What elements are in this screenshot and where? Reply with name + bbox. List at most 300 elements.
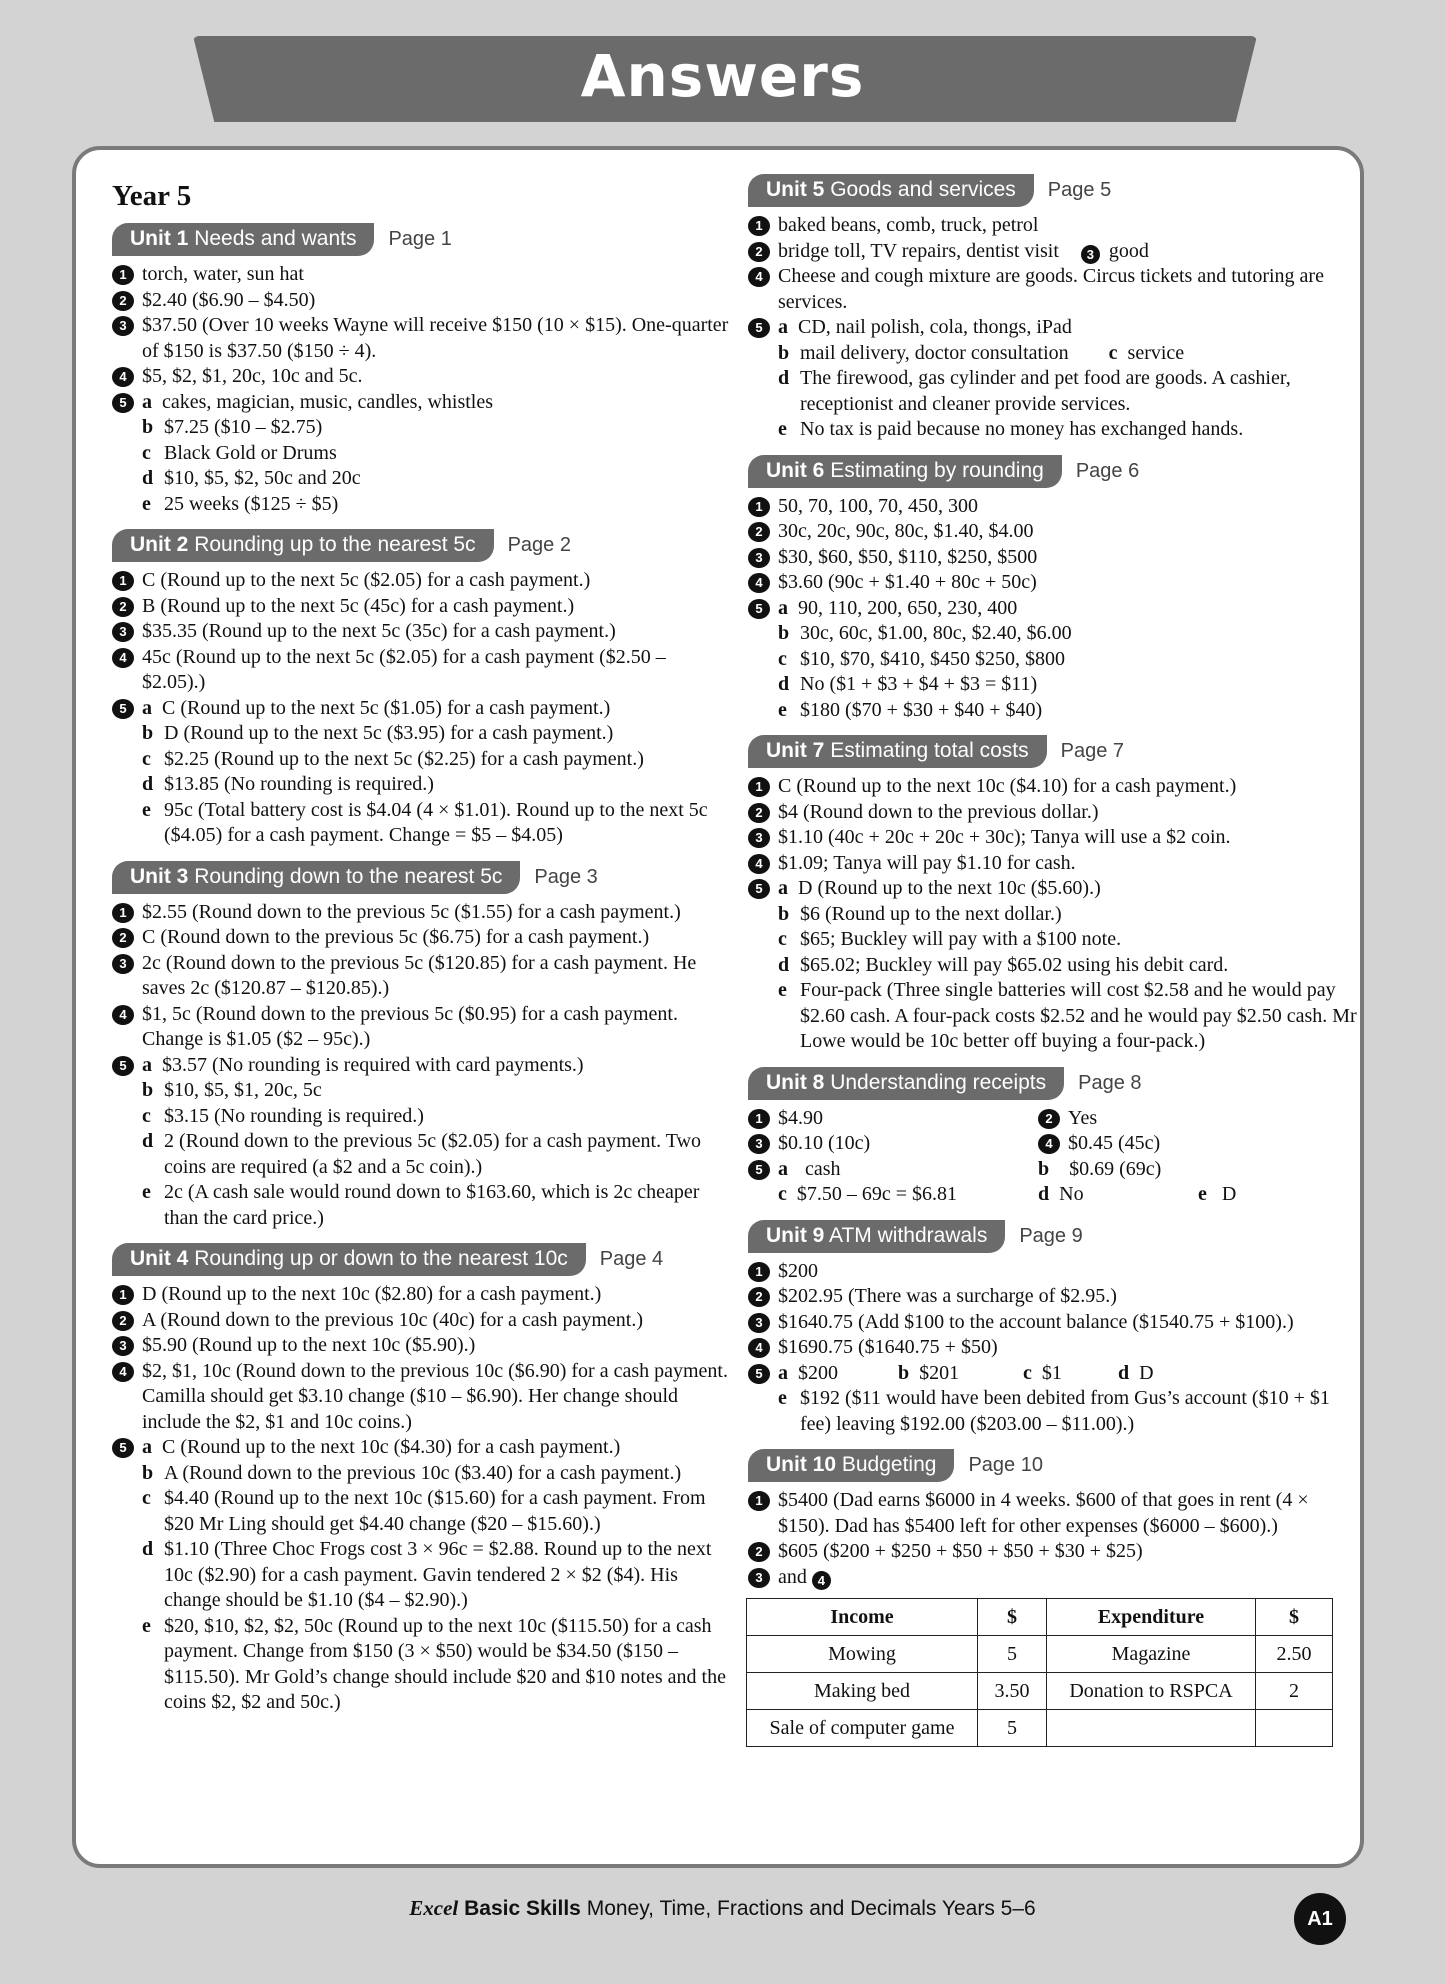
and-text: and [778,1565,807,1588]
sub-letter: a [142,1053,152,1076]
answer-text: $2, $1, 10c (Round down to the previous 10c ($6.90) for a cash payment. Camilla should get $3.10 change ($10 – $6.90). Her change should include the $2, $1 and 10c coins.) [142,1359,728,1433]
unit-page-ref: Page 7 [1060,740,1124,762]
answer-text: 2c (Round down to the previous 5c ($120.85) for a cash payment. He saves 2c ($120.87 – $120.85).) [142,951,697,999]
question-1 [112,262,732,288]
question-number-1: 1 [112,265,134,285]
question-number-2: 2 [748,1542,770,1562]
sub-letter: d [778,367,790,389]
question-number-1: 1 [748,1491,770,1511]
unit-header [748,735,1358,768]
sub-answer-5a [778,876,1358,902]
unit-page-ref: Page 6 [1075,459,1140,482]
answer-text: $4 (Round down to the previous dollar.) [778,800,1099,823]
unit-pill [748,735,1047,768]
question-4 [748,1335,1358,1361]
answer-text: $1.10 (40c + 20c + 20c + 30c); Tanya will use a $2 coin. [778,826,1231,848]
unit-name: ATM withdrawals [829,1223,988,1247]
unit-page-ref: Page 1 [388,228,452,250]
unit-pill [748,455,1062,488]
year-heading: Year 5 [112,180,192,212]
answer-text: $1, 5c (Round down to the previous 5c ($0.95) for a cash payment. Change is $1.05 ($2 – 95c).) [142,1002,678,1050]
answer-text: $30, $60, $50, $110, $250, $500 [778,545,1038,568]
sub-letter: c [142,747,151,770]
answer-text-5e: $192 ($11 would have been debited from Gus’s account ($10 + $1 fee) leaving $192.00 ($203.00 – $11.00).) [800,1387,1330,1435]
sub-letter: e [142,1614,151,1637]
answer-text-5a: CD, nail polish, cola, thongs, iPad [798,316,1072,338]
sub-letter: c [778,647,787,670]
answer-text: $180 ($70 + $30 + $40 + $40) [800,698,1043,721]
question-number-3: 3 [748,1568,770,1588]
question-number-5: 5 [748,1160,770,1180]
budget-table-body [747,1636,1333,1747]
answer-text-5a: cash [805,1157,841,1180]
answer-text: $1.10 (Three Choc Frogs cost 3 × 96c = $2.88. Round up to the next 10c ($2.90) for a cash payment. Gavin tendered 2 × $2 ($4). His change should be $1.10 ($4 – $2.90).) [164,1538,712,1611]
question-2 [748,800,1358,826]
answer-text: Four-pack (Three single batteries will cost $2.58 and he would pay $2.60 cash. A four-pack costs $2.52 and he would pay $2.50 cash. Mr Lowe would be 10c better off buying a four-pack.) [800,979,1357,1052]
sub-answer-5e [112,492,732,518]
unit-number: Unit 10 [766,1453,837,1476]
sub-answer-5c [112,1486,732,1537]
question-3 [748,545,1358,571]
question-number-5: 5 [748,599,770,619]
question-2 [748,239,1358,265]
answer-text: $10, $70, $410, $450 $250, $800 [800,647,1065,670]
question-number-3: 3 [112,1336,134,1356]
unit-10-header [748,1449,1358,1482]
question-number-1: 1 [748,1109,770,1129]
question-5 [748,596,1358,622]
answer-text-5b: $0.69 (69c) [1069,1157,1162,1180]
unit-number: Unit 9 [766,1223,825,1247]
answer-text: Black Gold or Drums [164,441,337,464]
answer-text: $3.57 (No rounding is required with card payments.) [162,1053,584,1076]
footer-brand: Excel [409,1896,459,1920]
sub-letter: a [142,390,152,413]
left-column [112,150,732,1728]
question-number-4: 4 [112,1005,134,1025]
question-number-1: 1 [112,1285,134,1305]
question-number-4: 4 [812,1571,831,1590]
question-2 [112,925,732,951]
question-2 [748,1539,1358,1565]
answer-text: baked beans, comb, truck, petrol [778,214,1039,236]
sub-letter: b [142,722,154,744]
question-number-3: 3 [112,622,134,642]
answer-text: 2 (Round down to the previous 5c ($2.05) for a cash payment. Two coins are required (a $2 and a 5c coin).) [164,1130,702,1178]
sub-answer-5a [142,390,732,416]
unit-8-row-2 [748,1131,1358,1157]
unit-9-header [748,1220,1358,1253]
answer-text-5a: $200 [798,1361,838,1384]
answer-text: 25 weeks ($125 ÷ $5) [164,492,339,515]
answer-text: $200 [778,1259,818,1282]
question-4 [748,851,1358,877]
sub-answer-5d [112,1537,732,1614]
answer-text: 95c (Total battery cost is $4.04 (4 × $1.01). Round up to the next 5c ($4.05) for a cash payment. Change = $5 – $4.05) [164,798,708,846]
question-number-5: 5 [112,1056,134,1076]
unit-3 [112,861,732,1232]
budget-cell: 3.50 [978,1673,1047,1710]
sub-answer-5c [112,747,732,773]
sub-letter: a [778,316,788,338]
question-4 [112,1359,732,1436]
question-number-5: 5 [748,1364,770,1384]
question-number-4: 4 [748,267,770,287]
sub-answer-5b [112,415,732,441]
sub-answer-5c [112,1104,732,1130]
sub-answer-5c [112,441,732,467]
sub-letter: d [778,953,790,976]
sub-answer-5a [142,1435,732,1461]
footer-title: Money, Time, Fractions and Decimals Years 5–6 [586,1897,1036,1920]
unit-page-ref: Page 3 [534,865,598,888]
question-number-3: 3 [748,548,770,568]
answer-text-5d: No [1059,1183,1084,1205]
answer-text: torch, water, sun hat [142,263,304,285]
question-number-5: 5 [112,1438,134,1458]
unit-name: Estimating by rounding [830,458,1044,482]
sub-letter: d [142,773,154,795]
question-5 [112,696,732,722]
sub-letter: a [778,596,788,619]
budget-cell: 5 [978,1636,1047,1673]
footer [0,1896,1445,1921]
unit-7 [748,735,1358,1055]
sub-letter: d [778,673,790,695]
answer-text: C (Round up to the next 10c ($4.10) for a cash payment.) [778,775,1237,797]
budget-cell: Making bed [747,1673,978,1710]
unit-name: Understanding receipts [830,1070,1047,1094]
question-1 [112,568,732,594]
left-units [112,223,732,1716]
question-1 [748,1488,1358,1539]
question-4 [112,364,732,390]
answer-text: A (Round down to the previous 10c (40c) for a cash payment.) [142,1308,643,1331]
question-number-4: 4 [748,573,770,593]
answer-text: $4.40 (Round up to the next 10c ($15.60) for a cash payment. From $20 Mr Ling should get $4.40 change ($20 – $15.60).) [164,1487,706,1535]
answer-text: $2.40 ($6.90 – $4.50) [142,288,316,311]
question-3 [112,1333,732,1359]
unit-number: Unit 4 [130,1247,189,1270]
unit-pill [112,223,374,256]
unit-8 [748,1067,1358,1208]
footer-series: Basic Skills [464,1897,581,1920]
answer-text: 90, 110, 200, 650, 230, 400 [798,596,1018,619]
sub-letter: b [778,902,790,925]
unit-page-ref: Page 9 [1019,1224,1083,1247]
answer-text-5d: D [1139,1361,1154,1384]
question-number-4: 4 [748,854,770,874]
sub-answer-5e [112,1180,732,1231]
question-2 [748,519,1358,545]
sub-letter: d [1038,1183,1050,1205]
sub-letter: e [778,1387,787,1409]
question-3 [112,313,732,364]
sub-letter: e [778,698,787,721]
sub-letter: c [142,1487,151,1509]
sub-answer-5e [748,1386,1358,1437]
question-number-3: 3 [748,1134,770,1154]
sub-answer-5b [112,1078,732,1104]
answer-text: $5, $2, $1, 20c, 10c and 5c. [142,365,363,387]
answer-text: 50, 70, 100, 70, 450, 300 [778,494,978,517]
answer-text-5e: No tax is paid because no money has exchanged hands. [800,418,1244,440]
sub-letter: c [778,928,787,950]
sub-letter: e [778,418,787,440]
answer-text: $605 ($200 + $250 + $50 + $50 + $30 + $25) [778,1540,1143,1562]
answer-text: $1640.75 (Add $100 to the account balance ($1540.75 + $100).) [778,1310,1294,1333]
sub-answer-5e [112,1614,732,1716]
answer-text: cakes, magician, music, candles, whistles [162,390,494,413]
unit-header [748,455,1358,488]
answer-text-1: $4.90 [778,1106,823,1129]
question-3 [748,1310,1358,1336]
page-title: Answers [580,42,865,110]
header-income: Income [747,1599,978,1636]
budget-table-header-row [747,1599,1333,1636]
question-number-5: 5 [748,318,770,338]
budget-cell: Magazine [1047,1636,1256,1673]
sub-answer-5c [748,647,1358,673]
question-number-4: 4 [1038,1134,1060,1154]
unit-number: Unit 3 [130,864,189,888]
sub-answer-5e [748,698,1358,724]
answer-text: 2c (A cash sale would round down to $163.60, which is 2c cheaper than the card price.) [164,1181,700,1229]
unit-header [112,529,732,562]
answer-text-5c: $7.50 – 69c = $6.81 [796,1183,958,1205]
sub-answer-5a [778,596,1358,622]
question-number-4: 4 [112,1362,134,1382]
question-5 [112,1053,732,1079]
answer-text-2: Yes [1068,1106,1098,1129]
sub-letter: c [142,1104,151,1127]
sub-answer-5e [748,978,1358,1055]
sub-letter: b [142,1079,154,1101]
answer-text-5b: $201 [919,1361,960,1384]
question-number-4: 4 [112,648,134,668]
header-dollar-1: $ [978,1599,1047,1636]
answer-text-3: $0.10 (10c) [778,1132,871,1154]
unit-number: Unit 2 [130,533,189,556]
unit-number: Unit 8 [766,1070,825,1094]
header-expenditure: Expenditure [1047,1599,1256,1636]
answer-text: No ($1 + $3 + $4 + $3 = $11) [800,673,1038,695]
answer-text: C (Round down to the previous 5c ($6.75) for a cash payment.) [142,926,650,948]
sub-letter: b [778,341,790,364]
sub-answer-5c [748,927,1358,953]
answer-text: $5400 (Dad earns $6000 in 4 weeks. $600 of that goes in rent (4 × $150). Dad has $5400 left for other expenses ($6000 – $600).) [778,1489,1309,1537]
unit-10 [748,1449,1358,1747]
unit-name: Estimating total costs [830,739,1029,762]
unit-8-row-1 [748,1106,1358,1132]
sub-letter: e [778,979,787,1001]
question-1 [748,774,1358,800]
question-2 [112,594,732,620]
sub-answer-5d [748,953,1358,979]
sub-letter: c [1108,341,1118,364]
answer-text: $37.50 (Over 10 weeks Wayne will receive $150 (10 × $15). One-quarter of $150 is $37.50 ($150 ÷ 4). [142,314,729,362]
question-number-1: 1 [112,903,134,923]
budget-table-row [747,1710,1333,1747]
budget-cell: 2 [1256,1673,1333,1710]
sub-letter: d [1118,1361,1130,1384]
answer-text: $10, $5, $1, 20c, 5c [164,1079,322,1101]
question-number-2: 2 [112,597,134,617]
sub-letter: d [142,467,154,489]
sub-answer-5d [112,466,732,492]
sub-letter: a [142,1436,152,1458]
unit-name: Rounding up to the nearest 5c [194,533,476,556]
unit-header [112,1243,732,1276]
unit-pill [112,1243,586,1276]
budget-cell: Donation to RSPCA [1047,1673,1256,1710]
budget-cell: Sale of computer game [747,1710,978,1747]
sub-letter: b [142,416,154,438]
sub-letter: d [142,1538,154,1560]
sub-letter: b [142,1461,154,1484]
sub-answer-5d [112,772,732,798]
right-column [748,150,1358,1759]
sub-letter: d [142,1130,154,1152]
question-number-2: 2 [748,242,770,262]
unit-name: Rounding down to the nearest 5c [194,864,503,888]
question-number-5: 5 [748,879,770,899]
unit-header [112,223,732,256]
question-5 [748,876,1358,902]
answer-text: $3.60 (90c + $1.40 + 80c + 50c) [778,571,1037,593]
question-5 [112,390,732,416]
question-number-2: 2 [112,291,134,311]
answer-text: $20, $10, $2, $2, 50c (Round up to the next 10c ($115.50) for a cash payment. Change from $150 (3 × $50) would be $34.50 ($150 – $115.50). Mr Gold’s change should include $20 and $10 notes and the coins $2, $2 and 50c.) [164,1614,726,1713]
answer-text: Cheese and cough mixture are goods. Circus tickets and tutoring are services. [778,265,1324,313]
question-3 [112,951,732,1002]
question-number-2: 2 [112,928,134,948]
unit-page-ref: Page 8 [1078,1071,1142,1094]
sub-answer-5a [142,1053,732,1079]
unit-5-header [748,174,1358,207]
unit-number: Unit 6 [766,458,825,482]
question-2 [748,1284,1358,1310]
sub-letter: c [142,441,151,464]
budget-cell: 2.50 [1256,1636,1333,1673]
sub-letter: a [778,877,788,899]
answer-text: B (Round up to the next 5c (45c) for a cash payment.) [142,594,575,617]
unit-name: Budgeting [841,1453,937,1476]
budget-table-row [747,1636,1333,1673]
question-1 [748,213,1358,239]
answer-text-5d: The firewood, gas cylinder and pet food are goods. A cashier, receptionist and cleaner provide services. [800,367,1291,415]
sub-letter: b [778,622,790,644]
unit-8-row-4 [748,1182,1358,1208]
answer-text: D (Round up to the next 5c ($3.95) for a cash payment.) [164,722,614,744]
sub-answer-5e [748,417,1358,443]
page-number-badge: A1 [1294,1893,1346,1945]
unit-9 [748,1220,1358,1438]
question-number-5: 5 [112,699,134,719]
question-number-2: 2 [1038,1109,1060,1129]
answer-text-q3: good [1108,239,1149,262]
answer-text: C (Round up to the next 5c ($1.05) for a cash payment.) [162,696,611,719]
question-4 [748,570,1358,596]
sub-letter: a [778,1361,788,1384]
sub-answer-5d [112,1129,732,1180]
answer-text: $13.85 (No rounding is required.) [164,773,434,795]
sub-answer-5d [748,366,1358,417]
answer-text: $3.15 (No rounding is required.) [164,1104,424,1127]
question-3-4 [748,1565,1358,1591]
unit-5-pill [748,174,1034,207]
question-1 [748,1259,1358,1285]
sub-letter: c [1023,1361,1032,1384]
answer-text: $202.95 (There was a surcharge of $2.95.) [778,1285,1117,1307]
answer-text-q2: bridge toll, TV repairs, dentist visit [778,239,1059,262]
answer-text-5e: D [1221,1183,1237,1205]
answer-text: $1690.75 ($1640.75 + $50) [778,1336,998,1358]
answer-text: $6 (Round up to the next dollar.) [800,902,1062,925]
unit-pill [112,529,494,562]
question-2 [112,288,732,314]
sub-letter: b [898,1361,910,1384]
question-5 [748,315,1358,341]
answer-text: D (Round up to the next 10c ($2.80) for a cash payment.) [142,1283,602,1305]
question-number-3: 3 [112,316,134,336]
sub-answer-5a [142,696,732,722]
answer-text: $35.35 (Round up to the next 5c (35c) for a cash payment.) [142,620,616,642]
answer-text: $65.02; Buckley will pay $65.02 using his debit card. [800,953,1229,976]
budget-table [746,1598,1333,1747]
question-1 [112,900,732,926]
unit-page-ref: Page 5 [1047,179,1112,201]
unit-2 [112,529,732,849]
answer-text-5c: $1 [1041,1361,1062,1384]
unit-6 [748,455,1358,724]
sub-answer-5b [112,721,732,747]
budget-cell [1256,1710,1333,1747]
unit-5 [748,174,1358,443]
question-number-1: 1 [748,497,770,517]
sub-letter: a [142,696,152,719]
sub-answer-5b [748,621,1358,647]
question-number-2: 2 [748,522,770,542]
unit-name: Needs and wants [194,227,357,250]
question-4 [112,1002,732,1053]
question-number-2: 2 [112,1311,134,1331]
question-number-2: 2 [748,1287,770,1307]
answer-text: C (Round up to the next 5c ($2.05) for a cash payment.) [142,569,591,591]
answer-text: 30c, 60c, $1.00, 80c, $2.40, $6.00 [800,622,1072,644]
question-5 [112,1435,732,1461]
question-number-1: 1 [748,1262,770,1282]
question-number-2: 2 [748,803,770,823]
unit-page-ref: Page 10 [968,1454,1043,1476]
unit-page-ref: Page 2 [507,534,571,556]
unit-header [112,861,732,894]
unit-8-header [748,1067,1358,1100]
answer-text: $2.25 (Round up to the next 5c ($2.25) for a cash payment.) [164,747,644,770]
unit-name: Goods and services [830,178,1016,201]
answer-text-5b: mail delivery, doctor consultation [800,341,1069,364]
sub-letter: b [1038,1157,1050,1180]
sub-letter: e [1198,1183,1207,1205]
sub-answer-5d [748,672,1358,698]
answer-text [778,239,1358,265]
question-number-3: 3 [112,954,134,974]
answer-text-5c: service [1127,341,1185,364]
question-number-5: 5 [112,393,134,413]
answer-text-4: $0.45 (45c) [1068,1132,1161,1154]
question-number-3: 3 [748,828,770,848]
budget-cell: 5 [978,1710,1047,1747]
